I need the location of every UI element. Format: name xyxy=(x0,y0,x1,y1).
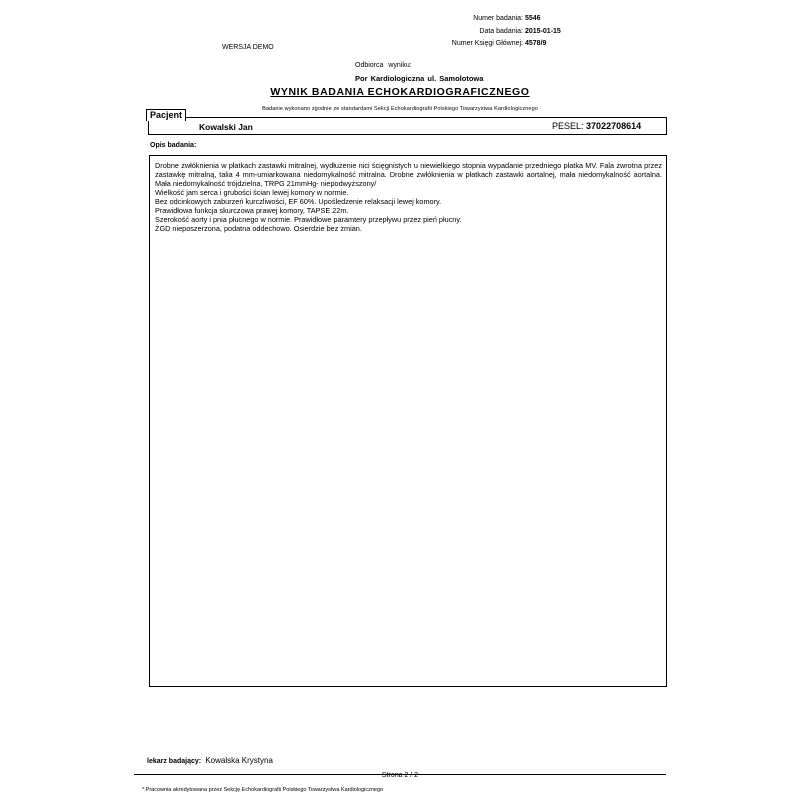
description-paragraph: Drobne zwłóknienia w płatkach zastawki mitralnej, wydłużenie nici ścięgnistych u niewielkiego stopnia wypadanie przedniego płatka MV. Fala zwrotna przez zastawkę mitralną, talia 4 mm-umiarkowana niedomykalność mitralna. Drobne zwłóknienia w płatkach zastawki aortalnej, mała niedomykalność aortalna. Mała niedomykalność trójdzielna, TRPG 21mmHg- niepodwyższony/ xyxy=(155,161,662,188)
recipient: Por Kardiologiczna ul. Samolotowa xyxy=(355,74,484,83)
page-number: Strona 2 / 2 xyxy=(381,772,419,779)
pesel-value: 37022708614 xyxy=(586,121,642,131)
exam-number-label: Numer badania: xyxy=(473,15,523,22)
ledger-number: 4578/9 xyxy=(525,40,547,47)
pesel-label: PESEL: xyxy=(552,121,584,131)
document-subtitle: Badanie wykonano zgodnie ze standardami Sekcji Echokardiografii Polskiego Towarzystwa Kardiologicznego xyxy=(262,106,538,112)
patient-name: Kowalski Jan xyxy=(199,122,253,132)
doctor-name: Kowalska Krystyna xyxy=(205,756,273,765)
doctor xyxy=(147,756,273,765)
description-label: Opis badania: xyxy=(150,142,197,149)
doctor-label: lekarz badający: xyxy=(147,758,202,765)
description-line: Wielkość jam serca i grubości ścian lewej komory w normie. xyxy=(155,188,349,197)
exam-date: 2015-01-15 xyxy=(525,28,561,35)
exam-number: 5546 xyxy=(525,15,541,22)
pesel xyxy=(552,121,641,131)
exam-date-label: Data badania: xyxy=(479,28,523,35)
description-line: Szerokość aorty i pnia płucnego w normie. Prawidłowe paramtery przepływu przez pień płucny. xyxy=(155,215,462,224)
recipient-label: Odbiorca wyniku: xyxy=(355,62,412,69)
description-box xyxy=(149,155,667,687)
description-line: ŻGD nieposzerzona, podatna oddechowo. Osierdzie bez zmian. xyxy=(155,224,362,233)
footnote: * Pracownia akredytowana przez Sekcję Echokardiografii Polskiego Towarzystwa Kardiologicznego xyxy=(142,787,384,793)
version-label: WERSJA DEMO xyxy=(222,44,274,51)
description-line: Bez odcinkowych zaburzeń kurczliwości, EF 60%. Upośledzenie relaksacji lewej komory. xyxy=(155,197,442,206)
ledger-number-label: Numer Księgi Głównej: xyxy=(451,40,523,47)
description-line: Prawidłowa funkcja skurczowa prawej komory, TAPSE 22m. xyxy=(155,206,349,215)
patient-tag: Pacjent xyxy=(146,109,186,121)
document-title: WYNIK BADANIA ECHOKARDIOGRAFICZNEGO xyxy=(270,86,530,98)
description-text xyxy=(155,161,662,233)
